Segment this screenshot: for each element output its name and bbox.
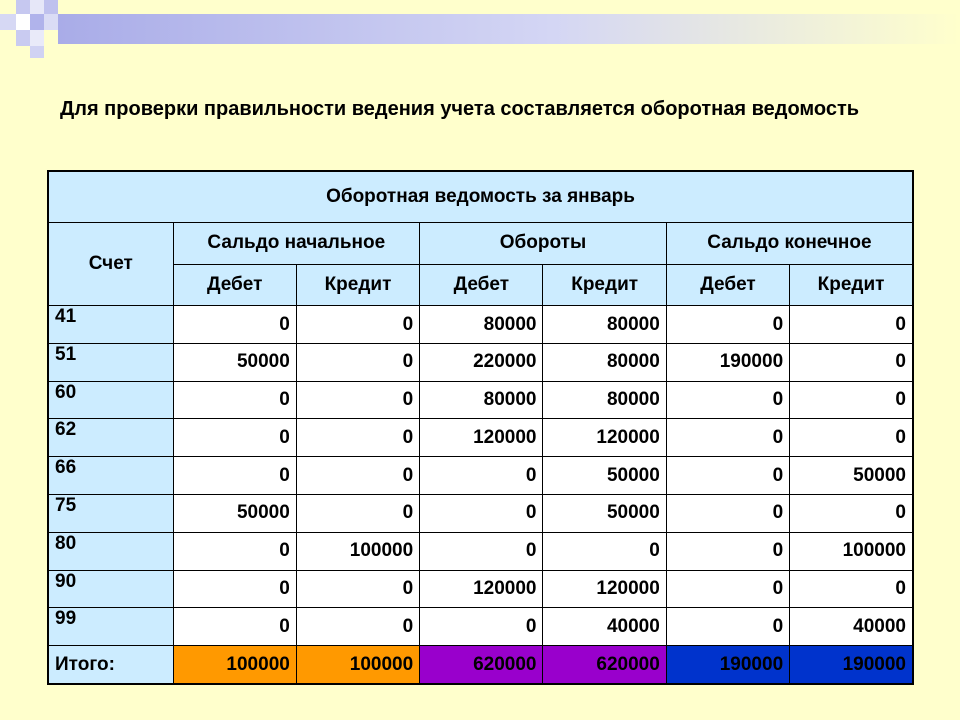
decor-square	[16, 0, 30, 14]
account-cell: 75	[48, 495, 173, 533]
closing-balance-header: Сальдо конечное	[666, 223, 913, 265]
turnover-credit-header: Кредит	[543, 264, 666, 306]
decor-square	[44, 0, 58, 14]
account-cell: 66	[48, 457, 173, 495]
closing-credit-header: Кредит	[790, 264, 913, 306]
total-closing-credit: 190000	[790, 646, 913, 684]
value-cell: 0	[666, 306, 789, 344]
decor-square	[30, 46, 44, 58]
table-row	[48, 343, 913, 381]
decor-square	[0, 14, 16, 30]
decor-square	[30, 14, 44, 30]
value-cell: 40000	[790, 608, 913, 646]
value-cell: 50000	[543, 495, 666, 533]
value-cell: 0	[296, 570, 419, 608]
value-cell: 0	[173, 381, 296, 419]
total-row	[48, 646, 913, 684]
value-cell: 80000	[543, 343, 666, 381]
total-opening-debit: 100000	[173, 646, 296, 684]
opening-debit-header: Дебет	[173, 264, 296, 306]
value-cell: 0	[420, 532, 543, 570]
total-opening-credit: 100000	[296, 646, 419, 684]
value-cell: 50000	[543, 457, 666, 495]
table-row	[48, 570, 913, 608]
account-cell: 99	[48, 608, 173, 646]
value-cell: 0	[296, 608, 419, 646]
value-cell: 0	[790, 495, 913, 533]
value-cell: 220000	[420, 343, 543, 381]
total-turnover-debit: 620000	[420, 646, 543, 684]
opening-credit-header: Кредит	[296, 264, 419, 306]
table-row	[48, 457, 913, 495]
intro-text: Для проверки правильности ведения учета составляется оборотная ведомость	[60, 98, 860, 120]
account-cell: 60	[48, 381, 173, 419]
value-cell: 0	[296, 343, 419, 381]
account-cell: 90	[48, 570, 173, 608]
table-title-row	[48, 171, 913, 223]
value-cell: 0	[420, 608, 543, 646]
turnover-debit-header: Дебет	[420, 264, 543, 306]
table-row	[48, 419, 913, 457]
value-cell: 0	[173, 608, 296, 646]
value-cell: 0	[543, 532, 666, 570]
value-cell: 0	[173, 457, 296, 495]
total-turnover-credit: 620000	[543, 646, 666, 684]
table-row	[48, 306, 913, 344]
account-cell: 41	[48, 306, 173, 344]
account-column-header: Счет	[48, 223, 173, 306]
value-cell: 100000	[790, 532, 913, 570]
header-gradient-band	[58, 14, 960, 44]
value-cell: 0	[790, 343, 913, 381]
value-cell: 0	[173, 306, 296, 344]
value-cell: 80000	[420, 306, 543, 344]
value-cell: 120000	[543, 570, 666, 608]
decor-square	[16, 30, 30, 46]
value-cell: 0	[296, 381, 419, 419]
table-row	[48, 532, 913, 570]
account-cell: 80	[48, 532, 173, 570]
value-cell: 0	[173, 419, 296, 457]
value-cell: 0	[666, 532, 789, 570]
table-row	[48, 495, 913, 533]
turnover-header: Обороты	[420, 223, 667, 265]
value-cell: 50000	[173, 495, 296, 533]
value-cell: 0	[296, 306, 419, 344]
value-cell: 0	[666, 457, 789, 495]
value-cell: 0	[420, 457, 543, 495]
value-cell: 120000	[543, 419, 666, 457]
value-cell: 0	[296, 457, 419, 495]
decor-square	[16, 14, 30, 30]
value-cell: 0	[666, 570, 789, 608]
value-cell: 0	[173, 570, 296, 608]
value-cell: 100000	[296, 532, 419, 570]
table-title: Оборотная ведомость за январь	[48, 171, 913, 223]
value-cell: 0	[296, 419, 419, 457]
total-closing-debit: 190000	[666, 646, 789, 684]
decor-square	[44, 14, 58, 30]
value-cell: 0	[666, 419, 789, 457]
value-cell: 0	[173, 532, 296, 570]
closing-debit-header: Дебет	[666, 264, 789, 306]
opening-balance-header: Сальдо начальное	[173, 223, 420, 265]
account-cell: 51	[48, 343, 173, 381]
value-cell: 0	[790, 419, 913, 457]
value-cell: 80000	[543, 306, 666, 344]
value-cell: 0	[790, 570, 913, 608]
value-cell: 0	[790, 306, 913, 344]
decor-square	[30, 30, 44, 46]
table-row	[48, 608, 913, 646]
sub-header-row	[48, 264, 913, 306]
value-cell: 0	[790, 381, 913, 419]
value-cell: 0	[296, 495, 419, 533]
value-cell: 40000	[543, 608, 666, 646]
value-cell: 0	[666, 608, 789, 646]
account-cell: 62	[48, 419, 173, 457]
value-cell: 190000	[666, 343, 789, 381]
value-cell: 0	[420, 495, 543, 533]
value-cell: 0	[666, 495, 789, 533]
value-cell: 50000	[790, 457, 913, 495]
total-label: Итого:	[48, 646, 173, 684]
value-cell: 80000	[420, 381, 543, 419]
value-cell: 0	[666, 381, 789, 419]
value-cell: 80000	[543, 381, 666, 419]
value-cell: 50000	[173, 343, 296, 381]
group-header-row	[48, 223, 913, 265]
decor-square	[30, 0, 44, 14]
table-row	[48, 381, 913, 419]
turnover-sheet-table	[47, 170, 914, 685]
value-cell: 120000	[420, 570, 543, 608]
value-cell: 120000	[420, 419, 543, 457]
